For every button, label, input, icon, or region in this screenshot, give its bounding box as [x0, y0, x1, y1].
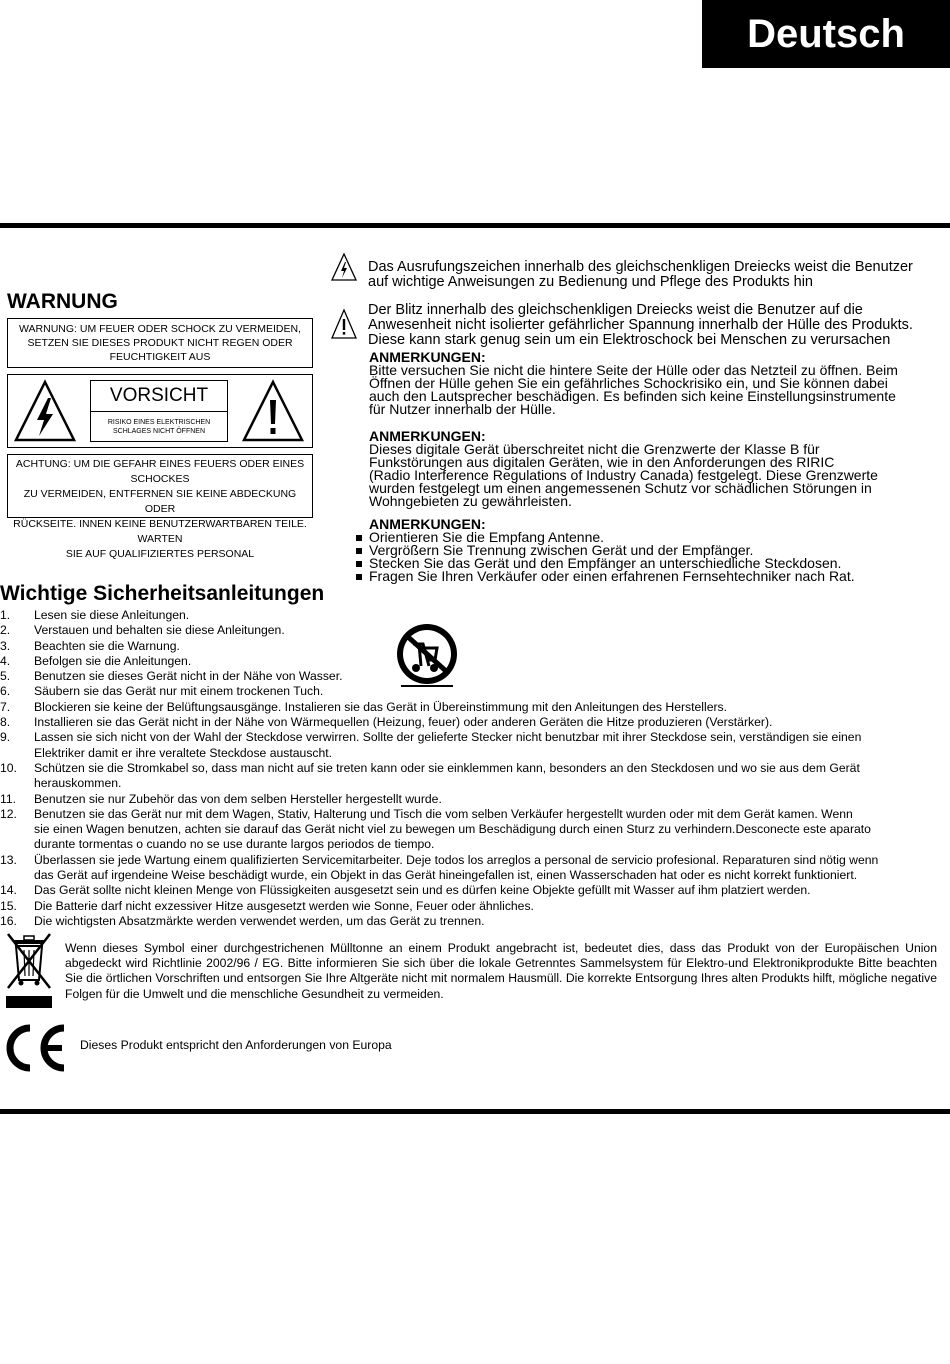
attention-line: SIE AUF QUALIFIZIERTES PERSONAL: [65, 548, 255, 560]
caution-line: RISIKO EINES ELEKTRISCHEN: [107, 419, 211, 426]
lightning-triangle-icon: [12, 378, 78, 444]
note-line: für Nutzer innerhalb der Hülle.: [369, 401, 556, 417]
top-divider: [0, 223, 950, 228]
symbol-2-line: Der Blitz innerhalb des gleichschenkligen Dreiecks weist die Benutzer auf die: [368, 302, 863, 318]
note-block-3: [355, 518, 855, 583]
note-bullet: Fragen Sie Ihren Verkäufer oder einen erfahrenen Fernsehtechniker nach Rat.: [355, 570, 855, 583]
lightning-triangle-icon: [330, 252, 358, 282]
list-item: 16. Die wichtigsten Absatzmärkte werden verwendet werden, um das Gerät zu trennen.: [0, 913, 485, 928]
caution-subtext: [91, 412, 227, 436]
note-bullet: Stecken Sie das Gerät und den Empfänger an unterschiedliche Steckdosen.: [355, 557, 855, 570]
bullet-square-icon: [356, 535, 362, 541]
list-item: 4. Befolgen sie die Anleitungen.: [0, 653, 192, 668]
symbol-text-2: [368, 303, 913, 348]
caution-title: VORSICHT: [91, 381, 227, 412]
symbol-text-1: [368, 260, 913, 290]
weee-text: Wenn dieses Symbol einer durchgestrichenen Mülltonne an einem Produkt angebracht ist, bedeutet dies, dass das Produkt von der Europäischen Union abgedeckt wird Richtlinie 2002/96 / EG. Bitte informieren Sie sich über die lokale Getrenntes Sammelsystem für Elektro-und Elektronikprodukte Bitte beachten Sie die örtlichen Vorschriften und entsorgen Sie Ihre Altgeräte nicht mit normalem Hausmüll. Die korrekte Entsorgung Ihres alten Produkts hilft, mögliche negative Folgen für die Umwelt und die menschliche Gesundheit zu vermeiden.: [65, 941, 937, 1001]
attention-line: RÜCKSEITE. INNEN KEINE BENUTZERWARTBAREN TEILE. WARTEN: [13, 518, 307, 545]
warning-line: SETZEN SIE DIESES PRODUKT NICHT REGEN ODER: [27, 337, 293, 349]
symbol-2-line: Anwesenheit nicht isolierter gefährlicher Spannung innerhalb der Hülle des Produkts.: [368, 317, 913, 333]
caution-line: SCHLAGES NICHT ÖFFNEN: [112, 428, 206, 435]
note-bullet: Vergrößern Sie Trennung zwischen Gerät und der Empfänger.: [355, 544, 855, 557]
list-item: 9. Lassen sie sich nicht von der Wahl der Steckdose verwirren. Sollte der gelieferte Stecker nicht benutzbar mit ihrer Steckdose sein, verständigen sie einen: [0, 730, 862, 745]
list-item: 13. Überlassen sie jede Wartung einem qualifizierten Servicemitarbeiter. Deje todos los arreglos a personal de servicio profesional. Reparaturen sind nötig wenn: [0, 852, 879, 867]
note-line: Bitte versuchen Sie nicht die hintere Seite der Hülle oder das Netzteil zu öffnen. Beim: [369, 362, 898, 378]
safety-title: Wichtige Sicherheitsanleitungen: [0, 582, 325, 605]
note-line: Wohngebieten zu gewährleisten.: [369, 493, 572, 509]
note-line: auch den Lautsprecher beschädigen. Es befinden sich keine Einstellungsinstrumente: [369, 388, 896, 404]
symbol-1-line: auf wichtige Anweisungen zu Bedienung und Pflege des Produkts hin: [368, 274, 813, 290]
list-item-continued: das Gerät auf irgendeine Weise beschädigt wurde, ein Objekt in das Gerät hineingefallen ist, einen Wasserschaden hat oder es nicht korrekt funktioniert.: [34, 868, 858, 883]
note-heading: ANMERKUNGEN:: [369, 428, 486, 444]
note-line: (Radio Interference Regulations of Industry Canada) festgelegt. Diese Grenzwerte: [369, 467, 878, 483]
ce-mark-icon: [2, 1022, 68, 1074]
caution-panel: [90, 380, 228, 442]
bullet-square-icon: [356, 574, 362, 580]
note-line: wurden festgelegt um einen angemessenen Schutz vor schädlichen Störungen in: [369, 480, 872, 496]
bottom-divider: [0, 1109, 950, 1114]
list-item: 6. Säubern sie das Gerät nur mit einem trockenen Tuch.: [0, 684, 324, 699]
list-item: 7. Blockieren sie keine der Belüftungsausgänge. Instalieren sie das Gerät in Übereinstimmung mit den Anleitungen des Herstellers.: [0, 699, 728, 714]
safety-list: [0, 608, 945, 929]
list-item-continued: sie einen Wagen benutzen, achten sie darauf das Gerät nicht viel zu bewegen um Beschädigung durch einen Sturz zu verhindern.Desconecte este aparato: [34, 822, 871, 837]
bullet-square-icon: [356, 561, 362, 567]
note-bullet: Orientieren Sie die Empfang Antenne.: [355, 531, 855, 544]
note-line: Öffnen der Hülle gehen Sie ein gefährliches Schockrisiko ein, und Sie können dabei: [369, 375, 888, 391]
warning-line: WARNUNG: UM FEUER ODER SCHOCK ZU VERMEIDEN,: [19, 323, 301, 335]
list-item: 12. Benutzen sie das Gerät nur mit dem Wagen, Stativ, Halterung und Tisch die vom selben Verkäufer hergestellt wurden oder mit dem Gerät kamen. Wenn: [0, 806, 853, 821]
list-item: 14. Das Gerät sollte nicht kleinen Menge von Flüssigkeiten ausgesetzt sein und es dürfen keine Objekte gefüllt mit Wasser auf ihm platziert werden.: [0, 883, 811, 898]
note-line: Dieses digitale Gerät überschreitet nicht die Grenzwerte der Klasse B für: [369, 441, 820, 457]
list-item: 8. Installieren sie das Gerät nicht in der Nähe von Wärmequellen (Heizung, feuer) oder anderen Geräten die Hitze produzieren (Verstärker).: [0, 715, 773, 730]
exclamation-triangle-icon: [330, 308, 358, 340]
bullet-square-icon: [356, 548, 362, 554]
list-item: 5. Benutzen sie dieses Gerät nicht in der Nähe von Wasser.: [0, 669, 343, 684]
warning-box: [7, 318, 313, 368]
crossed-bin-icon: [4, 930, 54, 1012]
note-line: Funkstörungen aus digitalen Geräten, wie in den Anforderungen des RIRIC: [369, 454, 835, 470]
list-item: 11. Benutzen sie nur Zubehör das von dem selben Hersteller hergestellt wurde.: [0, 791, 442, 806]
warning-line: FEUCHTIGKEIT AUS: [109, 351, 211, 363]
list-item-continued: herauskommen.: [34, 776, 122, 791]
attention-line: ACHTUNG: UM DIE GEFAHR EINES FEUERS ODER EINES SCHOCKES: [15, 458, 305, 485]
list-item: 2. Verstauen und behalten sie diese Anleitungen.: [0, 623, 285, 638]
list-item: 15. Die Batterie darf nicht exzessiver Hitze ausgesetzt werden wie Sonne, Feuer oder ähnliches.: [0, 898, 534, 913]
ce-text: Dieses Produkt entspricht den Anforderungen von Europa: [80, 1038, 392, 1052]
note-block-1: [369, 351, 898, 416]
note-heading: ANMERKUNGEN:: [369, 516, 486, 532]
list-item: 10. Schützen sie die Stromkabel so, dass man nicht auf sie treten kann oder sie einklemmen kann, besonders an den Steckdosen und wo sie aus dem Gerät: [0, 760, 860, 775]
symbol-1-line: Das Ausrufungszeichen innerhalb des gleichschenkligen Dreiecks weist die Benutzer: [368, 259, 913, 275]
list-item-continued: durante tormentas o cuando no se use durante largos periodos de tiempo.: [34, 837, 435, 852]
list-item-continued: Elektriker damit er ihre veraltete Steckdose austauscht.: [34, 745, 333, 760]
language-label: Deutsch: [702, 0, 950, 68]
note-heading: ANMERKUNGEN:: [369, 349, 486, 365]
list-item: 1. Lesen sie diese Anleitungen.: [0, 608, 190, 622]
exclamation-triangle-icon: [240, 378, 306, 444]
attention-line: ZU VERMEIDEN, ENTFERNEN SIE KEINE ABDECKUNG ODER: [23, 488, 297, 515]
attention-box: [7, 454, 313, 560]
symbol-2-line: Diese kann stark genug sein um ein Elektroschock bei Menschen zu verursachen: [368, 332, 891, 348]
list-item: 3. Beachten sie die Warnung.: [0, 638, 180, 653]
warning-title: WARNUNG: [7, 290, 118, 313]
note-block-2: [369, 430, 878, 508]
